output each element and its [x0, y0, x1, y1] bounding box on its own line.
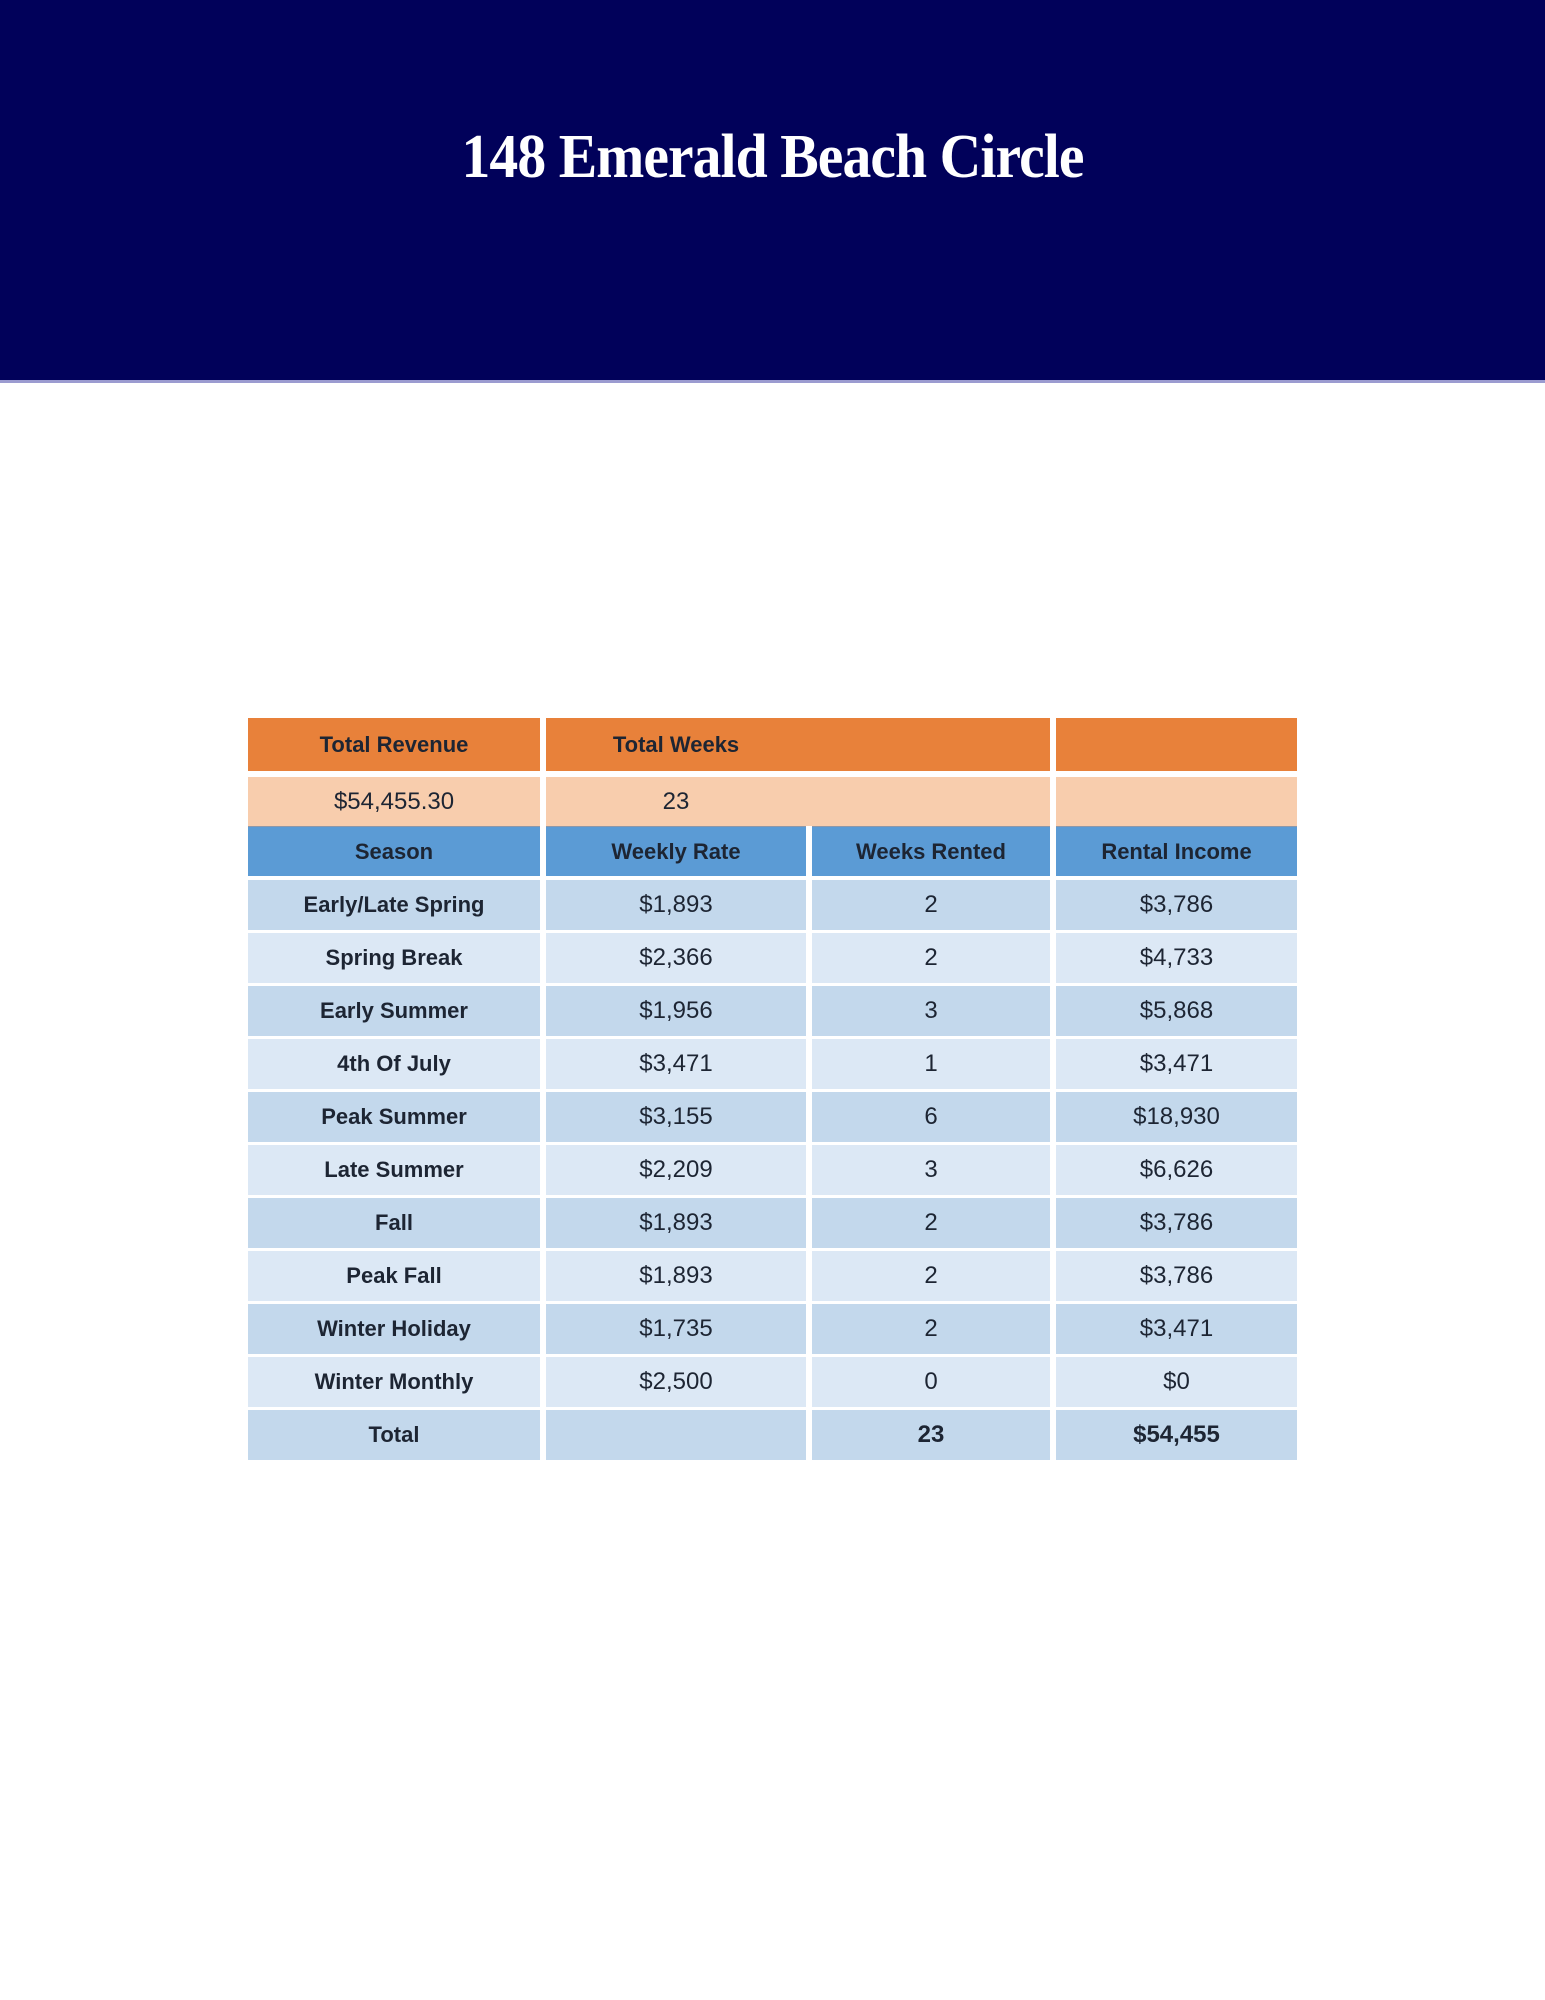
weeks-rented-cell: 3 [812, 986, 1050, 1036]
weekly-rate-cell: $2,366 [546, 933, 806, 983]
summary-value-empty-cell [1056, 777, 1297, 826]
season-cell: Early Summer [248, 986, 540, 1036]
weekly-rate-cell: $2,500 [546, 1357, 806, 1407]
rental-income-cell: $3,786 [1056, 880, 1297, 930]
season-cell: Winter Monthly [248, 1357, 540, 1407]
weekly-rate-cell: $1,956 [546, 986, 806, 1036]
weeks-rented-cell: 2 [812, 1304, 1050, 1354]
total-revenue-label: Total Revenue [319, 731, 469, 757]
weeks-rented-cell: 0 [812, 1357, 1050, 1407]
table-row [248, 1251, 1297, 1301]
total-income-sum: $54,455 [1133, 1421, 1220, 1448]
page-title: 148 Emerald Beach Circle [461, 123, 1084, 191]
table-row [248, 1092, 1297, 1142]
weeks-rented-cell: 2 [812, 1198, 1050, 1248]
summary-header-row [248, 718, 1297, 771]
weeks-rented-column-label: Weeks Rented [856, 838, 1006, 864]
rental-income-table [248, 718, 1297, 1460]
season-column-header [248, 826, 540, 876]
rental-income-cell: $3,471 [1056, 1304, 1297, 1354]
weeks-rented-cell: 2 [812, 1251, 1050, 1301]
total-revenue-header [248, 718, 540, 771]
table-row [248, 1304, 1297, 1354]
season-cell: Late Summer [248, 1145, 540, 1195]
table-row [248, 1145, 1297, 1195]
total-weeks-label: Total Weeks [612, 731, 740, 757]
weekly-rate-cell: $1,893 [546, 1251, 806, 1301]
weeks-rented-cell: 1 [812, 1039, 1050, 1089]
table-row [248, 1039, 1297, 1089]
rental-income-column-header [1056, 826, 1297, 876]
total-label: Total [368, 1422, 420, 1447]
weekly-rate-cell: $1,893 [546, 880, 806, 930]
season-rows [248, 880, 1297, 1407]
weekly-rate-cell: $1,735 [546, 1304, 806, 1354]
rental-income-cell: $0 [1056, 1357, 1297, 1407]
rental-income-cell: $3,471 [1056, 1039, 1297, 1089]
weekly-rate-column-header [546, 826, 806, 876]
weeks-rented-column-header [812, 826, 1050, 876]
rental-income-cell: $3,786 [1056, 1251, 1297, 1301]
season-cell: 4th Of July [248, 1039, 540, 1089]
weekly-rate-cell: $3,155 [546, 1092, 806, 1142]
weekly-rate-cell: $1,893 [546, 1198, 806, 1248]
total-weeks-value-cell [546, 777, 1050, 826]
season-cell: Winter Holiday [248, 1304, 540, 1354]
season-cell: Peak Fall [248, 1251, 540, 1301]
weeks-rented-cell: 2 [812, 933, 1050, 983]
total-row [248, 1410, 1297, 1460]
total-weeks-sum: 23 [917, 1421, 945, 1448]
total-income-cell [1056, 1410, 1297, 1460]
summary-header-empty-cell [1056, 718, 1297, 771]
season-column-label: Season [354, 838, 434, 864]
rental-income-cell: $5,868 [1056, 986, 1297, 1036]
season-cell: Peak Summer [248, 1092, 540, 1142]
rental-income-cell: $4,733 [1056, 933, 1297, 983]
weekly-rate-cell: $3,471 [546, 1039, 806, 1089]
rental-income-column-label: Rental Income [1101, 838, 1252, 864]
weeks-rented-cell: 2 [812, 880, 1050, 930]
total-rate-cell [546, 1410, 806, 1460]
total-weeks-cell [812, 1410, 1050, 1460]
column-header-row [248, 826, 1297, 876]
season-cell: Fall [248, 1198, 540, 1248]
rental-income-cell: $6,626 [1056, 1145, 1297, 1195]
rental-income-cell: $18,930 [1056, 1092, 1297, 1142]
table-row [248, 933, 1297, 983]
total-revenue-value-cell [248, 777, 540, 826]
weekly-rate-column-label: Weekly Rate [611, 838, 741, 864]
table-row [248, 986, 1297, 1036]
table-row [248, 1357, 1297, 1407]
table-row [248, 1198, 1297, 1248]
total-label-cell [248, 1410, 540, 1460]
total-weeks-header [546, 718, 1050, 771]
table-row [248, 880, 1297, 930]
weeks-rented-cell: 3 [812, 1145, 1050, 1195]
rental-income-cell: $3,786 [1056, 1198, 1297, 1248]
season-cell: Spring Break [248, 933, 540, 983]
total-revenue-value: $54,455.30 [333, 787, 455, 815]
summary-value-row [248, 777, 1297, 826]
page-header [0, 0, 1545, 383]
total-weeks-value: 23 [662, 787, 690, 815]
weeks-rented-cell: 6 [812, 1092, 1050, 1142]
weekly-rate-cell: $2,209 [546, 1145, 806, 1195]
season-cell: Early/Late Spring [248, 880, 540, 930]
